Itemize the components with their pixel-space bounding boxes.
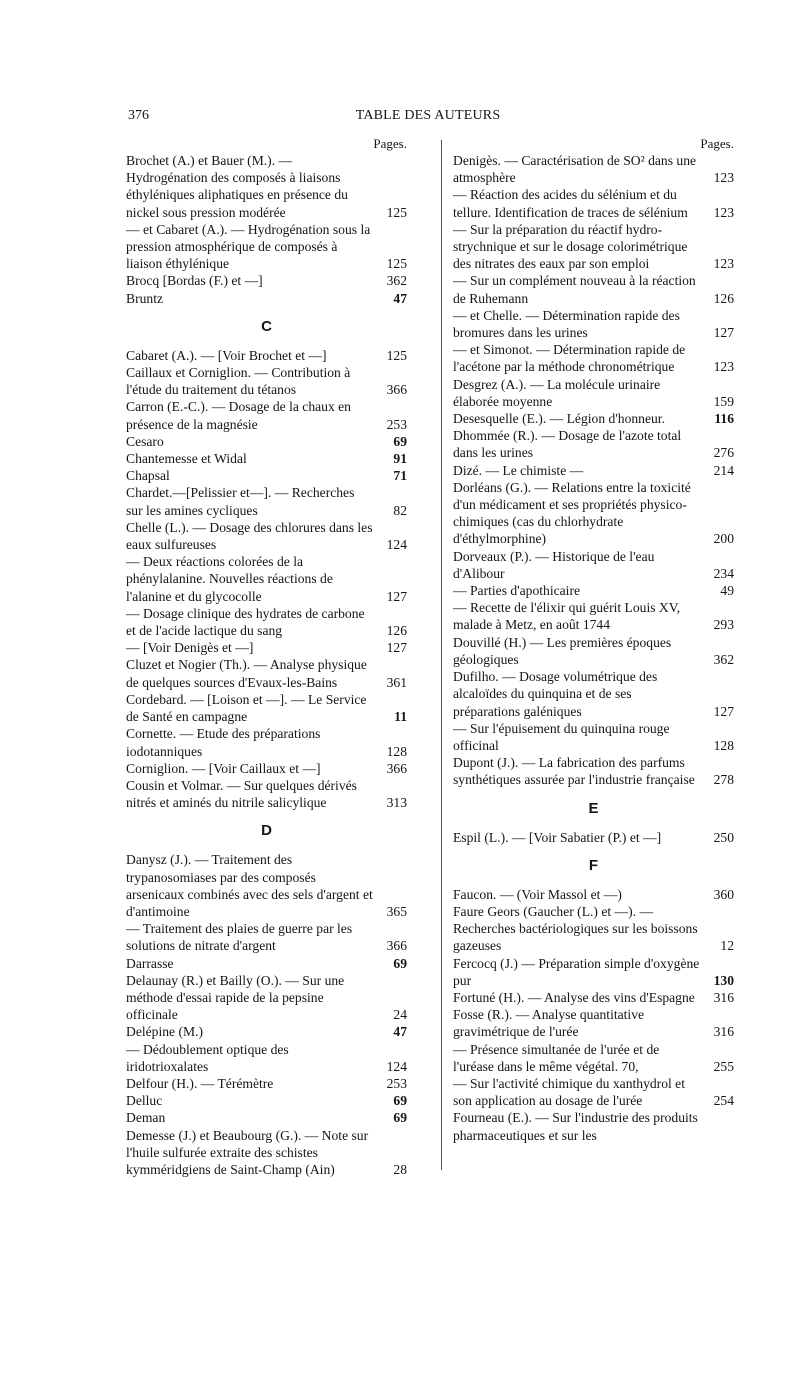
- index-entry: [126, 1127, 407, 1179]
- entry-page-number: 125: [386, 256, 407, 272]
- index-entry: [453, 186, 734, 220]
- section-letter: F: [588, 856, 599, 874]
- entry-page-number: 278: [713, 772, 734, 788]
- entry-page-number: 124: [386, 537, 407, 553]
- entry-text: Brocq [Bordas (F.) et —]: [126, 273, 263, 289]
- entry-page-number: 276: [713, 445, 734, 461]
- entry-text: Desesquelle (E.). — Légion d'honneur.: [453, 411, 665, 427]
- entry-text: Deman: [126, 1110, 166, 1126]
- index-entry: [126, 851, 407, 920]
- entry-text: Dorléans (G.). — Relations entre la toxicité d'un médicament et ses propriétés physico-chimiques (cas du chlorhydrate d'éthylmorphine): [453, 479, 691, 547]
- index-entry: [453, 152, 734, 186]
- index-entry: [126, 347, 407, 364]
- index-entry: [126, 1041, 407, 1075]
- column-divider: [441, 140, 442, 1170]
- entry-text: Demesse (J.) et Beaubourg (G.). — Note sur l'huile sulfurée extraite des schistes kymméridgiens de Saint-Champ (Ain): [126, 1127, 369, 1177]
- index-entry: [453, 1075, 734, 1109]
- entry-text: Cabaret (A.). — [Voir Brochet et —]: [126, 347, 327, 363]
- index-entry: [126, 398, 407, 432]
- entry-text: — Traitement des plaies de guerre par les solutions de nitrate d'argent: [126, 921, 353, 954]
- index-entry: [126, 920, 407, 954]
- entry-text: — Réaction des acides du sélénium et du tellure. Identification de traces de sélénium: [453, 187, 688, 220]
- entry-text: Cluzet et Nogier (Th.). — Analyse physique de quelques sources d'Evaux-les-Bains: [126, 657, 367, 690]
- entry-page-number: 127: [386, 588, 407, 604]
- index-entry: [126, 484, 407, 518]
- entry-text: Dufilho. — Dosage volumétrique des alcaloïdes du quinquina et de ses préparations galéniques: [453, 669, 658, 719]
- entry-page-number: 253: [386, 416, 407, 432]
- index-entry: [453, 829, 734, 846]
- entry-page-number: 293: [713, 617, 734, 633]
- entry-text: Carron (E.-C.). — Dosage de la chaux en présence de la magnésie: [126, 399, 351, 432]
- entry-text: Danysz (J.). — Traitement des trypanosomiases par des composés arsenicaux combinés avec des sels d'argent et d'antimoine: [126, 852, 373, 919]
- entry-text: — [Voir Denigès et —]: [126, 640, 254, 656]
- entry-page-number: 49: [720, 583, 734, 599]
- entry-text: Cousin et Volmar. — Sur quelques dérivés nitrés et aminés du nitrile salicylique: [126, 777, 357, 811]
- index-entry: [453, 272, 734, 306]
- entry-page-number: 69: [393, 1093, 407, 1109]
- entry-page-number: 234: [713, 565, 734, 581]
- entry-text: Delluc: [126, 1093, 163, 1109]
- entry-text: Cordebard. — [Loison et —]. — Le Service de Santé en campagne: [126, 691, 367, 725]
- entry-page-number: 47: [393, 1024, 407, 1040]
- entry-page-number: 28: [393, 1161, 407, 1177]
- index-entry: [453, 376, 734, 410]
- entry-text: Cesaro: [126, 433, 164, 449]
- entry-text: Delépine (M.): [126, 1024, 204, 1040]
- index-entry: [453, 668, 734, 720]
- entry-text: — Deux réactions colorées de la phénylalanine. Nouvelles réactions de l'alanine et du glycocolle: [126, 554, 333, 604]
- index-entry: [126, 955, 407, 972]
- entry-text: Delaunay (R.) et Bailly (O.). — Sur une méthode d'essai rapide de la pepsine officinale: [126, 972, 345, 1023]
- index-entry: [126, 605, 407, 639]
- index-entry: [126, 760, 407, 777]
- index-entry: [126, 467, 407, 484]
- entry-page-number: 91: [393, 451, 407, 467]
- entry-text: — et Cabaret (A.). — Hydrogénation sous la pression atmosphérique de composés à liaison éthylénique: [126, 221, 371, 272]
- pages-label: Pages.: [700, 136, 734, 151]
- entry-text: — Parties d'apothicaire: [453, 583, 581, 599]
- entry-page-number: 69: [393, 1110, 407, 1126]
- entry-text: Cornette. — Etude des préparations iodotanniques: [126, 726, 321, 759]
- entry-text: Delfour (H.). — Térémètre: [126, 1075, 274, 1091]
- entry-text: Dizé. — Le chimiste —: [453, 462, 584, 478]
- entry-text: Chelle (L.). — Dosage des chlorures dans les eaux sulfureuses: [126, 519, 373, 553]
- index-entry: [126, 639, 407, 656]
- entry-page-number: 200: [713, 531, 734, 547]
- entry-text: Chardet.—[Pelissier et—]. — Recherches sur les amines cycliques: [126, 485, 355, 518]
- entry-text: — Dédoublement optique des iridotrioxalates: [126, 1041, 289, 1074]
- entry-page-number: 255: [713, 1058, 734, 1074]
- entry-text: Douvillé (H.) — Les premières époques géologiques: [453, 634, 672, 667]
- index-entry: [453, 341, 734, 375]
- entry-page-number: 159: [713, 393, 734, 409]
- index-entry: [126, 433, 407, 450]
- entry-text: — Présence simultanée de l'urée et de l'uréase dans le même végétal. 70,: [453, 1041, 660, 1074]
- index-entry: [126, 777, 407, 811]
- entry-page-number: 313: [386, 795, 407, 811]
- index-entry: [126, 364, 407, 398]
- index-entry: [453, 410, 734, 427]
- entry-text: — Dosage clinique des hydrates de carbone et de l'acide lactique du sang: [126, 605, 365, 639]
- entry-page-number: 128: [386, 743, 407, 759]
- entry-page-number: 362: [713, 651, 734, 667]
- section-letter: E: [588, 799, 599, 817]
- entry-page-number: 12: [720, 938, 734, 954]
- entry-page-number: 11: [394, 709, 407, 725]
- entry-page-number: 123: [713, 359, 734, 375]
- right-column: [453, 135, 734, 1144]
- entry-text: Dupont (J.). — La fabrication des parfums synthétiques assurée par l'industrie française: [453, 755, 695, 788]
- entry-page-number: 123: [713, 256, 734, 272]
- entry-page-number: 214: [713, 462, 734, 478]
- entry-page-number: 47: [393, 290, 407, 306]
- index-entry: [453, 634, 734, 668]
- index-entry: [453, 462, 734, 479]
- entry-text: Corniglion. — [Voir Caillaux et —]: [126, 760, 321, 776]
- index-entry: [453, 1006, 734, 1040]
- entry-text: Chantemesse et Widal: [126, 451, 247, 467]
- entry-page-number: 360: [713, 886, 734, 902]
- entry-page-number: 127: [386, 640, 407, 656]
- index-entry: [453, 582, 734, 599]
- entry-page-number: 127: [713, 703, 734, 719]
- index-entry: [126, 656, 407, 690]
- entry-page-number: 316: [713, 1024, 734, 1040]
- entry-text: Faure Geors (Gaucher (L.) et —). — Recherches bactériologiques sur les boissons gazeuses: [453, 903, 698, 954]
- index-entry: [126, 290, 407, 307]
- entry-text: Chapsal: [126, 468, 170, 484]
- entry-page-number: 125: [386, 347, 407, 363]
- index-entry: [126, 1075, 407, 1092]
- entry-page-number: 366: [386, 382, 407, 398]
- entry-page-number: 254: [713, 1093, 734, 1109]
- entry-page-number: 130: [713, 972, 734, 988]
- entry-text: Fercocq (J.) — Préparation simple d'oxygène pur: [453, 955, 700, 988]
- entry-page-number: 365: [386, 903, 407, 919]
- index-entry: [126, 1109, 407, 1126]
- index-entry: [453, 599, 734, 633]
- index-entry: [126, 1023, 407, 1040]
- entry-page-number: 361: [386, 674, 407, 690]
- entry-page-number: 24: [393, 1007, 407, 1023]
- index-entry: [126, 519, 407, 553]
- index-entry: [453, 903, 734, 955]
- entry-text: Darrasse: [126, 955, 174, 971]
- entry-page-number: 71: [393, 468, 407, 484]
- index-entry: [453, 548, 734, 582]
- entry-page-number: 253: [386, 1075, 407, 1091]
- index-entry: [453, 1109, 734, 1143]
- entry-page-number: 316: [713, 989, 734, 1005]
- index-entry: [453, 989, 734, 1006]
- entry-page-number: 123: [713, 204, 734, 220]
- index-entry: [453, 427, 734, 461]
- entry-text: — Sur un complément nouveau à la réaction de Ruhemann: [453, 273, 696, 306]
- entry-page-number: 127: [713, 325, 734, 341]
- section-letter: C: [261, 317, 272, 335]
- entry-text: Faucon. — (Voir Massol et —): [453, 886, 622, 902]
- pages-label: Pages.: [373, 136, 407, 151]
- entry-text: Espil (L.). — [Voir Sabatier (P.) et —]: [453, 829, 662, 845]
- index-entry: [453, 754, 734, 788]
- entry-page-number: 366: [386, 938, 407, 954]
- index-entry: [453, 720, 734, 754]
- index-entry: [126, 450, 407, 467]
- index-entry: [126, 691, 407, 725]
- entry-page-number: 128: [713, 737, 734, 753]
- entry-text: Fortuné (H.). — Analyse des vins d'Espagne: [453, 989, 695, 1005]
- index-entry: [126, 272, 407, 289]
- entry-text: Dorveaux (P.). — Historique de l'eau d'Alibour: [453, 548, 655, 581]
- entry-page-number: 69: [393, 955, 407, 971]
- entry-text: — Sur l'épuisement du quinquina rouge officinal: [453, 720, 670, 753]
- entry-page-number: 126: [386, 623, 407, 639]
- section-letter: D: [261, 822, 272, 840]
- left-column: [126, 135, 407, 1178]
- entry-text: — et Chelle. — Détermination rapide des bromures dans les urines: [453, 307, 680, 341]
- entry-text: Brochet (A.) et Bauer (M.). — Hydrogénation des composés à liaisons éthyléniques aliphatiques en présence du nickel sous pression modérée: [126, 153, 348, 220]
- index-entry: [453, 307, 734, 341]
- entry-text: — Recette de l'élixir qui guérit Louis XV, malade à Metz, en août 1744: [453, 600, 681, 633]
- index-entry: [126, 152, 407, 221]
- entry-page-number: 366: [386, 760, 407, 776]
- index-entry: [126, 725, 407, 759]
- entry-page-number: 69: [393, 433, 407, 449]
- entry-text: Fourneau (E.). — Sur l'industrie des produits pharmaceutiques et sur les: [453, 1110, 698, 1143]
- index-entry: [126, 553, 407, 605]
- entry-text: Desgrez (A.). — La molécule urinaire élaborée moyenne: [453, 376, 661, 409]
- entry-text: — Sur l'activité chimique du xanthydrol et son application au dosage de l'urée: [453, 1075, 685, 1109]
- entry-page-number: 82: [393, 502, 407, 518]
- entry-text: — Sur la préparation du réactif hydro-strychnique et sur le dosage colorimétrique des nitrates des eaux par son emploi: [453, 221, 688, 272]
- entry-text: Dhommée (R.). — Dosage de l'azote total dans les urines: [453, 428, 682, 461]
- index-entry: [126, 972, 407, 1024]
- entry-text: Denigès. — Caractérisation de SO² dans une atmosphère: [453, 153, 697, 186]
- entry-page-number: 362: [386, 273, 407, 289]
- entry-page-number: 124: [386, 1058, 407, 1074]
- entry-text: Caillaux et Corniglion. — Contribution à l'étude du traitement du tétanos: [126, 365, 351, 398]
- index-entry: [126, 1092, 407, 1109]
- index-entry: [453, 1041, 734, 1075]
- entry-text: Fosse (R.). — Analyse quantitative gravimétrique de l'urée: [453, 1007, 645, 1040]
- index-entry: [126, 221, 407, 273]
- entry-text: — et Simonot. — Détermination rapide de l'acétone par la méthode chronométrique: [453, 342, 686, 375]
- running-title: TABLE DES AUTEURS: [355, 108, 501, 123]
- index-entry: [453, 479, 734, 548]
- entry-page-number: 125: [386, 204, 407, 220]
- entry-page-number: 123: [713, 170, 734, 186]
- index-entry: [453, 221, 734, 273]
- page-number: 376: [128, 108, 149, 123]
- entry-page-number: 126: [713, 290, 734, 306]
- entry-page-number: 250: [713, 829, 734, 845]
- index-entry: [453, 955, 734, 989]
- index-entry: [453, 886, 734, 903]
- entry-page-number: 116: [714, 411, 734, 427]
- entry-text: Bruntz: [126, 290, 163, 306]
- page-header: [128, 108, 728, 128]
